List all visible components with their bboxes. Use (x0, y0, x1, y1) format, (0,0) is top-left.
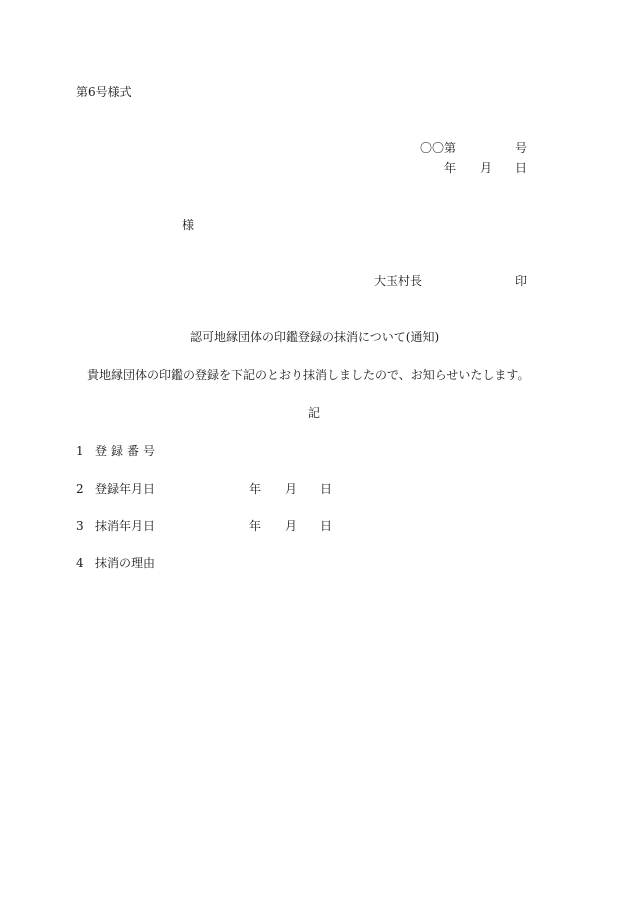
document-number-suffix: 号 (515, 141, 528, 155)
issue-date-year-label: 年 (444, 161, 457, 175)
item-number: 4 (76, 556, 84, 570)
cancellation-date-year-label: 年 (249, 519, 262, 533)
registration-date-day-label: 日 (320, 482, 333, 496)
notice-body: 貴地縁団体の印鑑の登録を下記のとおり抹消しましたので、お知らせいたします。 (87, 368, 530, 382)
registration-date-year-label: 年 (249, 482, 262, 496)
cancellation-date-day-label: 日 (320, 519, 333, 533)
issue-date-day-label: 日 (515, 161, 528, 175)
recipient-honorific: 様 (182, 218, 195, 232)
document-number-prefix: 〇〇第 (420, 141, 457, 155)
seal-mark: 印 (515, 274, 528, 288)
issue-date-month-label: 月 (480, 161, 493, 175)
registration-date-month-label: 月 (285, 482, 298, 496)
item-number: 3 (76, 519, 84, 533)
form-number: 第6号様式 (76, 85, 132, 99)
item-label-registration-date: 登録年月日 (95, 482, 156, 496)
item-label-cancellation-reason: 抹消の理由 (95, 556, 156, 570)
cancellation-date-month-label: 月 (285, 519, 298, 533)
item-label-cancellation-date: 抹消年月日 (95, 519, 156, 533)
item-number: 2 (76, 482, 84, 496)
item-label-registration-number: 登録番号 (95, 444, 160, 458)
notice-title: 認可地縁団体の印鑑登録の抹消について(通知) (190, 330, 440, 344)
sender-name: 大玉村長 (374, 274, 423, 288)
item-number: 1 (76, 444, 84, 458)
ki-heading: 記 (308, 406, 321, 420)
